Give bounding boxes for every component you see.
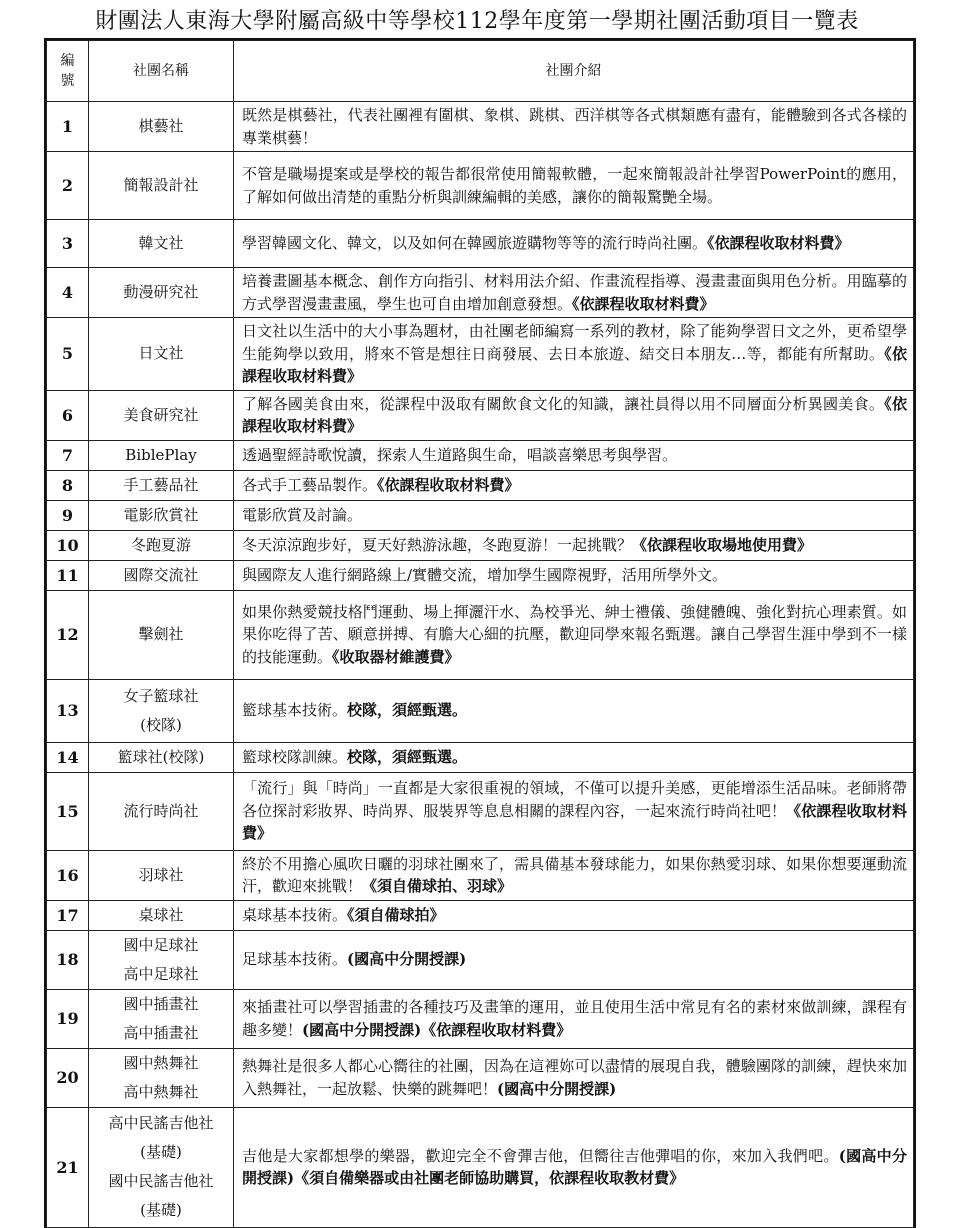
club-number: 19 (47, 989, 89, 1048)
club-description: 吉他是大家都想學的樂器，歡迎完全不會彈吉他，但嚮往吉他彈唱的你，來加入我們吧。 (242, 1146, 839, 1165)
club-description: 終於不用擔心風吹日曬的羽球社團來了，需具備基本發球能力，如果你熱愛羽球、如果你想要運動流汗，歡迎來挑戰！ (242, 854, 907, 895)
club-description: 籃球校隊訓練。 (242, 747, 348, 766)
table-row (47, 440, 914, 470)
club-name: 國中足球社 (123, 935, 199, 954)
table-row (47, 679, 914, 742)
club-description-cell (234, 470, 914, 500)
club-description: 電影欣賞及討論。 (242, 505, 363, 524)
club-number: 1 (47, 102, 89, 152)
table-row (47, 1048, 914, 1107)
club-fee-note: 《須自備球拍、羽球》 (362, 877, 513, 895)
club-description-cell (234, 679, 914, 742)
club-name-cell (89, 900, 234, 930)
club-name-cell (89, 318, 234, 391)
club-description: 與國際友人進行網路線上/實體交流，增加學生國際視野，活用所學外文。 (242, 565, 728, 584)
table-row (47, 390, 914, 440)
club-name: 高中熱舞社 (123, 1082, 199, 1101)
club-number: 21 (47, 1107, 89, 1227)
club-description-cell (234, 989, 914, 1048)
club-number: 2 (47, 152, 89, 220)
table-row (47, 1107, 914, 1227)
club-name: 動漫研究社 (123, 283, 199, 301)
table-header-row (47, 41, 914, 102)
club-number: 11 (47, 560, 89, 590)
club-description-cell (234, 560, 914, 590)
club-table-body (47, 102, 914, 1228)
header-num (47, 41, 89, 102)
club-fee-note: 《依課程收取材料費》 (242, 394, 907, 435)
club-description: 日文社以生活中的大小事為題材，由社團老師編寫一系列的教材，除了能夠學習日文之外，更希望學生能夠學以致用，將來不管是想往日商發展、去日本旅遊、結交日本朋友…等，都能有所幫助。 (242, 322, 907, 363)
club-number: 17 (47, 900, 89, 930)
club-fee-note: 《依課程收取場地使用費》 (632, 535, 813, 554)
table-row (47, 470, 914, 500)
club-name: 國中民謠吉他社 (108, 1172, 214, 1190)
club-name-cell (89, 930, 234, 989)
club-description-cell (234, 220, 914, 268)
club-fee-note: 《依課程收取材料費》 (377, 475, 520, 494)
club-fee-note: 《依課程收取材料費》 (242, 344, 907, 385)
club-description: 熱舞社是很多人都心心嚮往的社團，因為在這裡妳可以盡情的展現自我，體驗團隊的訓練，趕快來加入熱舞社，一起放鬆、快樂的跳舞吧！ (242, 1057, 907, 1098)
club-number: 12 (47, 590, 89, 679)
club-description: 培養畫圖基本概念、創作方向指引、材料用法介紹、作畫流程指導、漫畫畫面與用色分析。用臨摹的方式學習漫畫畫風，學生也可自由增加創意發想。 (242, 272, 907, 313)
club-description-cell (234, 102, 914, 152)
club-name: BiblePlay (125, 445, 197, 464)
club-number: 6 (47, 390, 89, 440)
club-name: 簡報設計社 (123, 176, 199, 194)
club-name: (基礎) (140, 1143, 182, 1161)
club-number: 16 (47, 850, 89, 900)
club-number: 20 (47, 1048, 89, 1107)
club-name: 日文社 (138, 344, 184, 363)
club-description-cell (234, 530, 914, 560)
table-row (47, 102, 914, 152)
club-description: 冬天涼涼跑步好，夏天好熱游泳趣，冬跑夏游！一起挑戰？ (242, 535, 633, 554)
club-fee-note: 《依課程收取材料費》 (572, 294, 715, 313)
club-description: 來插畫社可以學習插畫的各種技巧及畫筆的運用，並且使用生活中常見有名的素材來做訓練，課程有趣多變！ (242, 998, 907, 1039)
club-number: 3 (47, 220, 89, 268)
page-title: 財團法人東海大學附屬高級中等學校112學年度第一學期社團活動項目一覽表 (95, 9, 859, 34)
club-description-cell (234, 268, 914, 318)
club-name-cell (89, 772, 234, 850)
club-name: 美食研究社 (123, 405, 199, 424)
club-description-cell (234, 152, 914, 220)
club-number: 18 (47, 930, 89, 989)
table-row (47, 850, 914, 900)
club-fee-note: (國高中分開授課) (347, 950, 467, 969)
club-table-frame (44, 38, 916, 1228)
club-name-cell (89, 102, 234, 152)
club-name: 流行時尚社 (123, 801, 199, 820)
club-name-cell (89, 440, 234, 470)
club-description: 不管是職場提案或是學校的報告都很常使用簡報軟體，一起來簡報設計社學習PowerPoint的應用，了解如何做出清楚的重點分析與訓練編輯的美感，讓你的簡報驚艷全場。 (242, 165, 907, 206)
club-name-cell (89, 1048, 234, 1107)
club-fee-note: 《收取器材維護費》 (332, 647, 460, 666)
table-row (47, 930, 914, 989)
club-name: (基礎) (140, 1201, 182, 1219)
table-row (47, 318, 914, 391)
club-name-cell (89, 590, 234, 679)
club-name: 手工藝品社 (123, 475, 199, 494)
club-description: 籃球基本技術。 (242, 701, 348, 720)
club-name-cell (89, 220, 234, 268)
club-fee-note: 《須自備球拍》 (347, 905, 445, 924)
club-table (46, 40, 914, 1228)
club-name-cell (89, 742, 234, 772)
club-name-cell (89, 390, 234, 440)
club-name: 國際交流社 (123, 565, 199, 584)
club-description: 桌球基本技術。 (242, 905, 348, 924)
club-number: 8 (47, 470, 89, 500)
header-num-label: 編號 (60, 53, 75, 89)
table-row (47, 220, 914, 268)
table-row (47, 560, 914, 590)
table-row (47, 268, 914, 318)
club-description: 學習韓國文化、韓文，以及如何在韓國旅遊購物等等的流行時尚社團。 (242, 234, 708, 253)
club-name: 女子籃球社 (123, 686, 199, 705)
club-description-cell (234, 850, 914, 900)
club-name-cell (89, 500, 234, 530)
table-row (47, 742, 914, 772)
club-description-cell (234, 742, 914, 772)
club-number: 4 (47, 268, 89, 318)
club-description-cell (234, 440, 914, 470)
club-fee-note: (國高中分開授課)《依課程收取材料費》 (302, 1020, 572, 1039)
club-description: 如果你熱愛競技格鬥運動、場上揮灑汗水、為校爭光、紳士禮儀、強健體魄、強化對抗心理素質。如果你吃得了苦、願意拼搏、有膽大心細的抗壓，歡迎同學來報名甄選。讓自己學習生涯中學到不一樣的技能運動。 (242, 602, 907, 666)
club-name: 國中插畫社 (123, 994, 199, 1013)
club-name-cell (89, 470, 234, 500)
header-name: 社團名稱 (89, 41, 234, 102)
table-row (47, 152, 914, 220)
club-name-cell (89, 560, 234, 590)
club-description: 各式手工藝品製作。 (242, 475, 378, 494)
club-description: 「流行」與「時尚」一直都是大家很重視的領域，不僅可以提升美感，更能增添生活品味。老師將帶各位探討彩妝界、時尚界、服裝界等息息相關的課程內容，一起來流行時尚社吧！ (242, 779, 907, 820)
club-description-cell (234, 1048, 914, 1107)
club-name-cell (89, 989, 234, 1048)
club-number: 7 (47, 440, 89, 470)
club-fee-note: 校隊，須經甄選。 (347, 747, 468, 766)
club-name-cell (89, 679, 234, 742)
club-description-cell (234, 318, 914, 391)
club-fee-note: 《依課程收取材料費》 (242, 801, 907, 843)
club-name: 籃球社(校隊) (117, 747, 205, 766)
header-desc: 社團介紹 (234, 41, 914, 102)
club-description: 了解各國美食由來，從課程中汲取有關飲食文化的知識，讓社員得以用不同層面分析異國美食。 (242, 394, 885, 413)
club-name-cell (89, 850, 234, 900)
club-fee-note: (國高中分開授課)《須自備樂器或由社團老師協助購買，依課程收取教材費》 (242, 1146, 907, 1187)
club-name: 擊劍社 (138, 625, 184, 643)
club-fee-note: (國高中分開授課) (497, 1079, 617, 1098)
club-fee-note: 《依課程收取材料費》 (707, 234, 850, 253)
club-description: 足球基本技術。 (242, 950, 348, 969)
club-name: 冬跑夏游 (130, 535, 191, 554)
club-name: 高中足球社 (123, 964, 199, 983)
club-fee-note: 校隊，須經甄選。 (347, 701, 468, 720)
club-description-cell (234, 500, 914, 530)
club-name: 桌球社 (138, 905, 184, 924)
club-description-cell (234, 390, 914, 440)
club-description: 透過聖經詩歌悅讀，探索人生道路與生命，唱談喜樂思考與學習。 (242, 445, 678, 464)
club-description-cell (234, 930, 914, 989)
club-name-cell (89, 152, 234, 220)
club-number: 14 (47, 742, 89, 772)
club-number: 5 (47, 318, 89, 391)
table-row (47, 530, 914, 560)
club-number: 10 (47, 530, 89, 560)
club-name: 棋藝社 (138, 117, 184, 135)
club-name-cell (89, 1107, 234, 1227)
club-name-cell (89, 268, 234, 318)
club-name: 電影欣賞社 (123, 505, 199, 524)
club-name: 國中熱舞社 (123, 1053, 199, 1072)
club-name: 韓文社 (138, 234, 184, 252)
club-name-cell (89, 530, 234, 560)
club-name: 高中民謠吉他社 (108, 1114, 214, 1132)
club-description-cell (234, 1107, 914, 1227)
table-row (47, 500, 914, 530)
club-description-cell (234, 900, 914, 930)
club-description-cell (234, 590, 914, 679)
club-number: 9 (47, 500, 89, 530)
club-description-cell (234, 772, 914, 850)
club-name: 羽球社 (138, 865, 184, 884)
table-row (47, 900, 914, 930)
club-number: 15 (47, 772, 89, 850)
club-number: 13 (47, 679, 89, 742)
club-name: 高中插畫社 (123, 1023, 199, 1042)
table-row (47, 590, 914, 679)
club-name: (校隊) (140, 715, 182, 734)
table-row (47, 989, 914, 1048)
table-row (47, 772, 914, 850)
club-description: 既然是棋藝社，代表社團裡有圍棋、象棋、跳棋、西洋棋等各式棋類應有盡有，能體驗到各式各樣的專業棋藝！ (242, 106, 907, 147)
